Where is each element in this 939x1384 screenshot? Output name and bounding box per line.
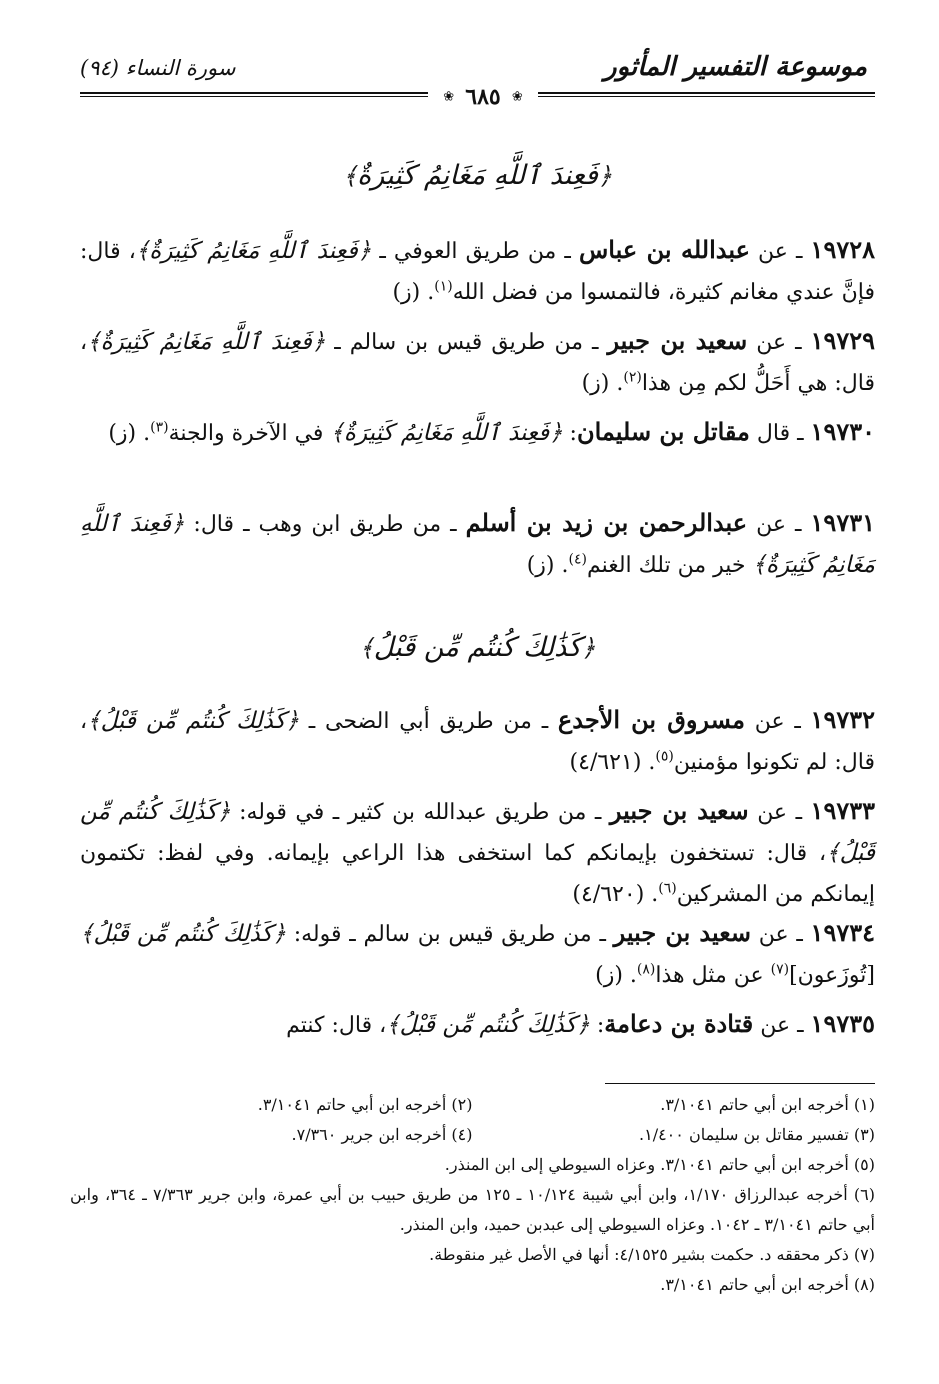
quran-verse: فَعِندَ ٱللَّهِ مَغَانِمُ كَثِيرَةٌ	[149, 238, 358, 264]
footnote: (٦) أخرجه عبدالرزاق ١/١٧٠، وابن أبي شيبة ١٠/١٢٤ ـ ١٢٥ من طريق حبيب بن أبي عمرة، وابن جرير ٧/٣٦٣ ـ ٣٦٤، وابن أبي حاتم ٣/١٠٤١ ـ ١٠٤٢. وعزاه السيوطي إلى عبدبن حميد، وابن المنذر.	[70, 1185, 876, 1234]
narration-entry: ١٩٧٣٣ ـ عن سعيد بن جبير ـ من طريق عبدالله بن كثير ـ في قوله: ﴿كَذَٰلِكَ كُنتُم مِّن قَبْلُ﴾، قال: تستخفون بإيمانكم كما استخفى هذا الراعي بإيمانه. وفي لفظ: تكتمون إيمانكم من المشركين$^{(٦)}$. (٤/٦٢٠)	[80, 796, 875, 907]
narration-entry: ١٩٧٣٤ ـ عن سعيد بن جبير ـ من طريق قيس بن سالم ـ قوله: ﴿كَذَٰلِكَ كُنتُم مِّن قَبْلُ﴾ [تُوزَعون]$^{(٧)}$ عن مثل هذا$^{(٨)}$. (ز)	[80, 918, 875, 988]
narrator-name: سعيد بن جبير	[607, 326, 748, 355]
narration-entry: ١٩٧٢٩ ـ عن سعيد بن جبير ـ من طريق قيس بن سالم ـ ﴿فَعِندَ ٱللَّهِ مَغَانِمُ كَثِيرَةٌ﴾، قال: هي أَحَلُّ لكم مِن هذا$^{(٢)}$. (ز)	[80, 326, 876, 396]
ornament-icon: ❀	[443, 89, 455, 105]
entry-number: ١٩٧٣٣	[810, 796, 875, 825]
entry-number: ١٩٧٢٨	[810, 235, 875, 264]
footnote-ref: (٨)	[636, 961, 656, 978]
book-title: موسوعة التفسير المأثور	[604, 52, 867, 82]
narrator-name: مقاتل بن سليمان	[576, 417, 750, 446]
footnote: (٢) أخرجه ابن أبي حاتم ٣/١٠٤١.	[257, 1095, 473, 1114]
quran-verse: كَذَٰلِكَ كُنتُم مِّن قَبْلُ	[100, 708, 286, 734]
narrator-name: عبدالله بن عباس	[578, 235, 750, 264]
footnote-ref: (٢)	[623, 369, 642, 386]
quran-verse: فَعِندَ ٱللَّهِ مَغَانِمُ كَثِيرَةٌ	[100, 329, 312, 355]
entry-number: ١٩٧٣٤	[810, 918, 875, 947]
footnote: (٣) تفسير مقاتل بن سليمان ١/٤٠٠.	[639, 1125, 875, 1144]
footnote: (٨) أخرجه ابن أبي حاتم ٣/١٠٤١.	[660, 1275, 875, 1294]
quran-verse: فَعِندَ ٱللَّهِ مَغَانِمُ كَثِيرَةٌ	[343, 420, 550, 446]
narrator-name: سعيد بن جبير	[609, 796, 749, 825]
quran-verse: كَذَٰلِكَ كُنتُم مِّن قَبْلُ	[80, 799, 875, 866]
narration-entry: ١٩٧٣١ ـ عن عبدالرحمن بن زيد بن أسلم ـ من طريق ابن وهب ـ قال: ﴿فَعِندَ ٱللَّهِ مَغَانِمُ كَثِيرَةٌ﴾ خير من تلك الغنم$^{(٤)}$. (ز)	[80, 508, 875, 578]
page-number: ٦٨٥	[465, 84, 501, 110]
quran-verse: كَذَٰلِكَ كُنتُم مِّن قَبْلُ	[93, 921, 273, 947]
entry-number: ١٩٧٣٥	[810, 1009, 875, 1038]
narration-entry: ١٩٧٢٨ ـ عن عبدالله بن عباس ـ من طريق العوفي ـ ﴿فَعِندَ ٱللَّهِ مَغَانِمُ كَثِيرَةٌ﴾، قال: فإنَّ عندي مغانم كثيرة، فالتمسوا من فضل الله$^{(١)}$. (ز)	[80, 235, 875, 305]
quran-verse: كَذَٰلِكَ كُنتُم مِّن قَبْلُ	[399, 1012, 577, 1038]
verse-heading: ﴿كَذَٰلِكَ كُنتُم مِّن قَبْلُ﴾	[359, 632, 596, 663]
surah-title: سورة النساء (٩٤)	[80, 56, 236, 80]
ornament-icon: ❀	[511, 89, 523, 105]
quran-verse: فَعِندَ ٱللَّهِ مَغَانِمُ كَثِيرَةٌ	[80, 511, 875, 578]
entry-number: ١٩٧٣٠	[810, 417, 875, 446]
narrator-name: سعيد بن جبير	[613, 918, 751, 947]
narration-entry: ١٩٧٣٢ ـ عن مسروق بن الأجدع ـ من طريق أبي الضحى ـ ﴿كَذَٰلِكَ كُنتُم مِّن قَبْلُ﴾، قال: لم تكونوا مؤمنين$^{(٥)}$. (٤/٦٢١)	[80, 705, 875, 775]
footnote-ref: (٧)	[770, 961, 790, 978]
footnote-ref: (٣)	[150, 419, 169, 436]
footnote: (١) أخرجه ابن أبي حاتم ٣/١٠٤١.	[660, 1095, 875, 1114]
footnote: (٤) أخرجه ابن جرير ٧/٣٦٠.	[291, 1125, 473, 1144]
page-number-box	[428, 84, 538, 108]
footnote: (٥) أخرجه ابن أبي حاتم ٣/١٠٤١. وعزاه السيوطي إلى ابن المنذر.	[444, 1155, 875, 1174]
footnotes	[70, 1090, 875, 1300]
narration-entry: ١٩٧٣٥ ـ عن قتادة بن دعامة: ﴿كَذَٰلِكَ كُنتُم مِّن قَبْلُ﴾، قال: كنتم	[286, 1009, 875, 1038]
narration-entry: ١٩٧٣٠ ـ قال مقاتل بن سليمان: ﴿فَعِندَ ٱللَّهِ مَغَانِمُ كَثِيرَةٌ﴾ في الآخرة والجنة$^{(٣)}$. (ز)	[108, 417, 875, 446]
entry-number: ١٩٧٣٢	[810, 705, 875, 734]
footnote-rule	[605, 1083, 875, 1084]
footnote: (٧) ذكر محققه د. حكمت بشير ٤/١٥٢٥: أنها في الأصل غير منقوطة.	[429, 1245, 875, 1264]
footnote-ref: (١)	[434, 278, 453, 295]
entry-number: ١٩٧٣١	[810, 508, 875, 537]
footnote-ref: (٥)	[655, 748, 674, 765]
narrator-name: عبدالرحمن بن زيد بن أسلم	[465, 508, 748, 537]
entry-number: ١٩٧٢٩	[810, 326, 876, 355]
narrator-name: مسروق بن الأجدع	[557, 705, 745, 734]
narrator-name: قتادة بن دعامة	[604, 1009, 754, 1038]
verse-heading: ﴿فَعِندَ ٱللَّهِ مَغَانِمُ كَثِيرَةٌ﴾	[342, 160, 613, 191]
footnote-ref: (٤)	[568, 551, 587, 568]
footnote-ref: (٦)	[658, 880, 677, 897]
